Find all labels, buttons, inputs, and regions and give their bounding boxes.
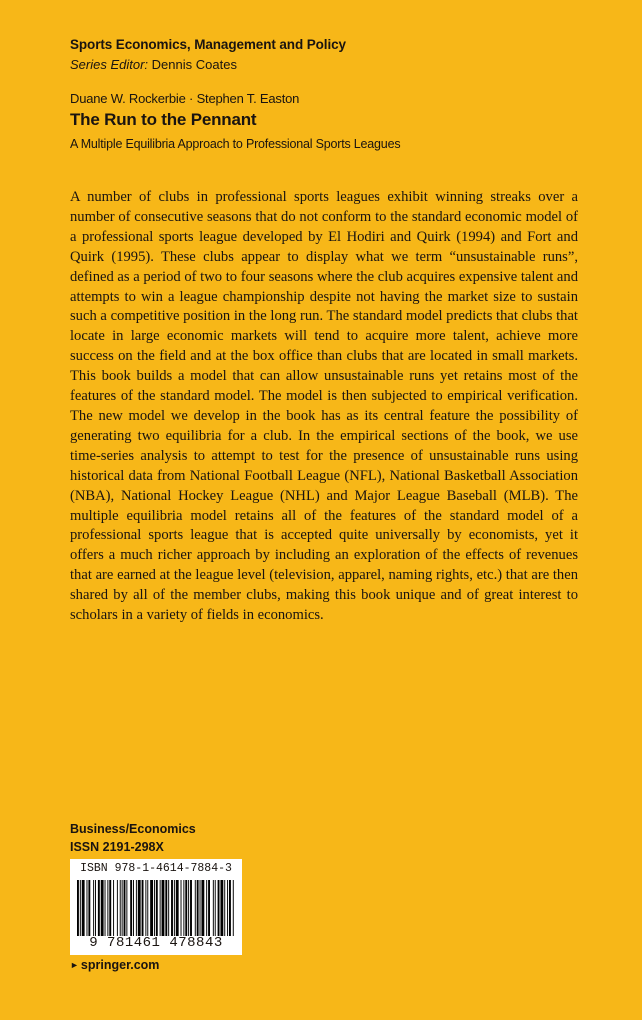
barcode-bar (185, 880, 187, 936)
barcode-bar (113, 880, 114, 936)
barcode-bar (77, 880, 79, 936)
barcode-bar (82, 880, 85, 936)
publisher-site: springer.com (80, 958, 160, 972)
book-category: Business/Economics (70, 822, 196, 836)
publisher-link[interactable] (70, 958, 159, 972)
barcode-bar (154, 880, 155, 936)
barcode-bar (201, 880, 204, 936)
barcode-bar (171, 880, 173, 936)
barcode-bar (107, 880, 108, 936)
ean-digits: 9 781461 478843 (89, 935, 223, 951)
barcode-bar (138, 880, 141, 936)
barcode-bar (208, 880, 210, 936)
barcode-bar (133, 880, 134, 936)
barcode-bar (120, 880, 121, 936)
barcode-bar (160, 880, 161, 936)
barcode-bar (117, 880, 118, 936)
barcode-bar (168, 880, 169, 936)
barcode-bar (190, 880, 192, 936)
barcode-bar (227, 880, 228, 936)
isbn-label: ISBN 978-1-4614-7884-3 (80, 862, 232, 875)
barcode-bar (224, 880, 225, 936)
book-title: The Run to the Pennant (70, 110, 257, 129)
isbn-barcode (70, 859, 242, 955)
barcode-bar (162, 880, 165, 936)
barcode-bar (147, 880, 148, 936)
series-editor-role: Series Editor: (70, 57, 149, 72)
barcode-bar (124, 880, 126, 936)
barcode-bar (156, 880, 158, 936)
barcode-bar (101, 880, 104, 936)
barcode-bar (145, 880, 146, 936)
barcode-bar (136, 880, 137, 936)
barcode-bar (88, 880, 90, 936)
arrow-right-icon: ► (70, 960, 79, 970)
barcode-bar (165, 880, 167, 936)
barcode-bar (200, 880, 201, 936)
barcode-bar (220, 880, 223, 936)
barcode-bar (197, 880, 199, 936)
barcode-bar (122, 880, 123, 936)
barcode-bar (233, 880, 234, 936)
barcode-bar (188, 880, 189, 936)
barcode-bar (150, 880, 153, 936)
barcode-bar (142, 880, 144, 936)
barcode-bar (95, 880, 96, 936)
barcode-bar (93, 880, 94, 936)
barcode-bar (105, 880, 106, 936)
barcode-bar (181, 880, 182, 936)
series-editor-name: Dennis Coates (151, 57, 237, 72)
barcode-bar (218, 880, 220, 936)
barcode-bar (130, 880, 132, 936)
series-title: Sports Economics, Management and Policy (70, 37, 346, 52)
barcode-bar (109, 880, 111, 936)
issn-number: ISSN 2191-298X (70, 840, 164, 854)
barcode-bar (126, 880, 127, 936)
barcode-bar (215, 880, 216, 936)
barcode-bar (213, 880, 214, 936)
series-editor (70, 57, 237, 72)
barcode-bar (80, 880, 81, 936)
barcode-bar (87, 880, 88, 936)
book-authors: Duane W. Rockerbie · Stephen T. Easton (70, 91, 300, 106)
barcode-bar (195, 880, 196, 936)
barcode-bar (206, 880, 207, 936)
barcode-bar (174, 880, 175, 936)
back-cover-blurb: A number of clubs in professional sports leagues exhibit winning streaks over a number of consecutive seasons that do not conform to the standard economic model of a professional sports league developed by El Hodiri and Quirk (1994) and Fort and Quirk (1995). These clubs appear to display what we term “unsustainable runs”, defined as a period of two to four seasons where the club acquires expensive talent and attempts to win a league championship despite not having the market size to sustain such a competitive position in the long run. The standard model predicts that clubs that locate in large economic markets will tend to acquire more talent, achieve more success on the field and at the box office than clubs that are located in small markets. This book builds a model that can allow unsustainable runs yet retains most of the features of the standard model. The model is then subjected to empirical verification. The new model we develop in the book has as its central feature the possibility of generating two equilibria for a club. In the empirical sections of the book, we use time-series analysis to attempt to test for the presence of unsustainable runs using historical data from National Football League (NFL), National Basketball Association (NBA), National Hockey League (NHL) and Major League Baseball (MLB). The multiple equilibria model retains all of the features of the standard model of a professional sports league that is accepted quite universally by economists, yet it offers a much richer approach by including an exploration of the effects of revenues that are earned at the league level (television, apparel, naming rights, etc.) that are then shared by all of the member clubs, making this book unique and of great interest to scholars in a variety of fields in economics. (70, 189, 578, 624)
barcode-bars (77, 880, 235, 936)
barcode-bar (183, 880, 184, 936)
barcode-bar (176, 880, 179, 936)
barcode-bar (98, 880, 100, 936)
book-subtitle: A Multiple Equilibria Approach to Professional Sports Leagues (70, 137, 401, 151)
barcode-bar (229, 880, 231, 936)
